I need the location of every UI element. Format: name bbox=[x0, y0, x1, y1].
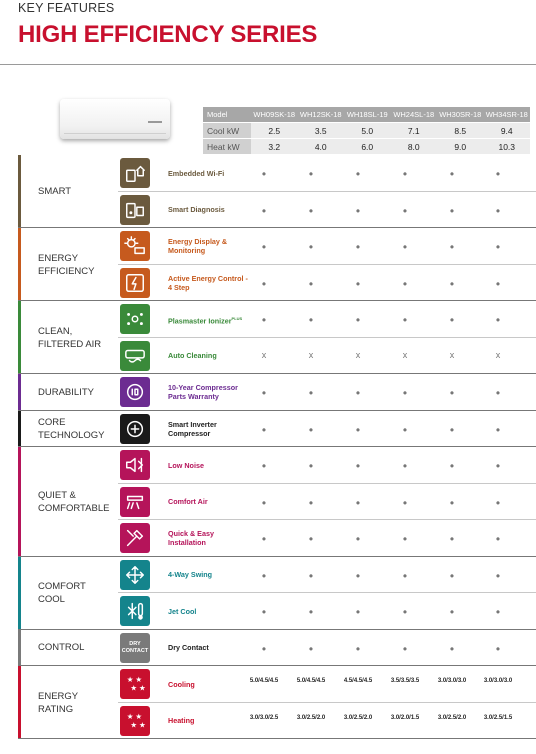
feature-label-text: Plasmaster Ionizer bbox=[168, 315, 232, 325]
svg-text:★ ★: ★ ★ bbox=[126, 675, 142, 685]
category-color-bar bbox=[18, 630, 21, 667]
feature-value: • bbox=[355, 459, 361, 474]
feature-value: 3.0/2.5/2.0 bbox=[296, 714, 326, 721]
category-block bbox=[18, 411, 118, 448]
category-block bbox=[18, 630, 118, 667]
spec-value: 8.0 bbox=[391, 139, 438, 155]
swing-icon bbox=[120, 560, 150, 590]
feature-value: 3.0/3.0/3.0 bbox=[483, 678, 513, 685]
feature-row bbox=[118, 192, 536, 229]
feature-label-text: Low Noise bbox=[168, 460, 204, 470]
category-color-bar bbox=[18, 411, 21, 448]
category-block bbox=[18, 557, 118, 630]
spec-value: 7.1 bbox=[391, 123, 438, 139]
feature-value: • bbox=[402, 386, 408, 401]
wifi-icon bbox=[120, 158, 150, 188]
feature-value: 3.0/2.5/1.5 bbox=[483, 714, 513, 721]
feature-value: • bbox=[308, 167, 314, 182]
feature-value: • bbox=[402, 532, 408, 547]
section-kicker: KEY FEATURES bbox=[18, 1, 115, 15]
feature-value: • bbox=[449, 495, 455, 510]
feature-value: • bbox=[355, 532, 361, 547]
feature-value: 3.0/2.0/1.5 bbox=[390, 714, 420, 721]
feature-value: • bbox=[449, 167, 455, 182]
feature-value: • bbox=[261, 167, 267, 182]
ionizer-icon bbox=[120, 304, 150, 334]
feature-label-text: Energy Display & Monitoring bbox=[168, 237, 228, 256]
model-name: WH09SK-18 bbox=[251, 107, 298, 123]
spec-value: 3.2 bbox=[251, 139, 298, 155]
installation-icon bbox=[120, 523, 150, 553]
feature-value: • bbox=[261, 568, 267, 583]
feature-value: • bbox=[495, 386, 501, 401]
feature-value: • bbox=[402, 167, 408, 182]
category-name: QUIET & COMFORTABLE bbox=[38, 489, 110, 514]
feature-value: • bbox=[495, 532, 501, 547]
category-block bbox=[18, 155, 118, 228]
category-name: CONTROL bbox=[38, 642, 85, 654]
category-block bbox=[18, 228, 118, 301]
feature-value: • bbox=[495, 167, 501, 182]
svg-text:★ ★: ★ ★ bbox=[126, 711, 142, 721]
category-color-bar bbox=[18, 155, 21, 228]
warranty-icon bbox=[120, 377, 150, 407]
feature-value: • bbox=[308, 203, 314, 218]
diagnosis-icon bbox=[120, 195, 150, 225]
feature-row bbox=[118, 228, 536, 265]
comfort-air-icon bbox=[120, 487, 150, 517]
feature-value: • bbox=[402, 605, 408, 620]
feature-row bbox=[118, 557, 536, 594]
feature-value: • bbox=[495, 422, 501, 437]
feature-row bbox=[118, 155, 536, 192]
category-name: CLEAN, FILTERED AIR bbox=[38, 325, 102, 350]
feature-value: • bbox=[355, 203, 361, 218]
spec-value: 4.0 bbox=[298, 139, 345, 155]
feature-value: • bbox=[355, 240, 361, 255]
feature-label bbox=[168, 666, 253, 703]
feature-value: • bbox=[261, 203, 267, 218]
feature-value: • bbox=[355, 422, 361, 437]
active-energy-icon bbox=[120, 268, 150, 298]
feature-value: • bbox=[261, 495, 267, 510]
feature-value: x bbox=[402, 349, 408, 360]
feature-value: • bbox=[308, 459, 314, 474]
category-block bbox=[18, 374, 118, 411]
feature-value: • bbox=[308, 495, 314, 510]
feature-value: • bbox=[261, 605, 267, 620]
feature-row bbox=[118, 374, 536, 411]
category-color-bar bbox=[18, 557, 21, 630]
feature-row bbox=[118, 484, 536, 521]
category-color-bar bbox=[18, 447, 21, 557]
feature-value: • bbox=[308, 532, 314, 547]
category-block bbox=[18, 447, 118, 557]
feature-row bbox=[118, 520, 536, 557]
feature-value: • bbox=[495, 276, 501, 291]
feature-value: 3.0/3.0/3.0 bbox=[437, 678, 467, 685]
feature-value: • bbox=[308, 605, 314, 620]
feature-label-text: Dry Contact bbox=[168, 643, 209, 653]
feature-value: • bbox=[449, 386, 455, 401]
feature-value: • bbox=[402, 203, 408, 218]
spec-value: 9.0 bbox=[437, 139, 484, 155]
spec-value: 9.4 bbox=[484, 123, 531, 139]
feature-value: • bbox=[402, 313, 408, 328]
category-block bbox=[18, 301, 118, 374]
energy-display-icon bbox=[120, 231, 150, 261]
page-title: HIGH EFFICIENCY SERIES bbox=[18, 21, 318, 48]
feature-value: • bbox=[402, 422, 408, 437]
feature-value: • bbox=[449, 313, 455, 328]
category-name: ENERGY RATING bbox=[38, 690, 78, 715]
feature-label-sup: PLUS bbox=[231, 315, 243, 321]
category-divider bbox=[18, 738, 536, 739]
category-name: SMART bbox=[38, 186, 72, 197]
feature-value: • bbox=[449, 641, 455, 656]
feature-value: • bbox=[355, 313, 361, 328]
feature-value: • bbox=[355, 495, 361, 510]
feature-value: • bbox=[495, 313, 501, 328]
feature-label-text: Smart Inverter Compressor bbox=[168, 419, 217, 438]
star-rating-icon bbox=[120, 706, 150, 736]
model-name: WH30SR-18 bbox=[437, 107, 484, 123]
spec-value: 8.5 bbox=[437, 123, 484, 139]
feature-label-text: 4-Way Swing bbox=[168, 570, 213, 580]
feature-value: • bbox=[449, 276, 455, 291]
feature-value: • bbox=[261, 313, 267, 328]
feature-value: • bbox=[308, 568, 314, 583]
feature-value: • bbox=[402, 568, 408, 583]
feature-label-text: Embedded Wi-Fi bbox=[168, 168, 225, 178]
feature-value: • bbox=[402, 240, 408, 255]
feature-value: • bbox=[355, 605, 361, 620]
feature-value: • bbox=[449, 422, 455, 437]
feature-value: • bbox=[308, 422, 314, 437]
feature-value: 5.0/4.5/4.5 bbox=[249, 678, 279, 685]
feature-value: x bbox=[449, 349, 455, 360]
model-name: WH24SL-18 bbox=[391, 107, 438, 123]
model-name: WH18SL-19 bbox=[344, 107, 391, 123]
spec-value: 10.3 bbox=[484, 139, 531, 155]
feature-row bbox=[118, 447, 536, 484]
feature-value: • bbox=[495, 203, 501, 218]
feature-value: • bbox=[261, 641, 267, 656]
feature-value: x bbox=[495, 349, 501, 360]
feature-label-text: Active Energy Control - 4 Step bbox=[168, 273, 248, 292]
feature-label-text: Heating bbox=[168, 716, 195, 726]
feature-row bbox=[118, 593, 536, 630]
feature-value: • bbox=[308, 641, 314, 656]
spec-row-label: Heat kW bbox=[203, 139, 251, 155]
feature-row bbox=[118, 703, 536, 740]
feature-value: • bbox=[449, 532, 455, 547]
feature-value: 3.0/2.5/2.0 bbox=[343, 714, 373, 721]
feature-value: • bbox=[495, 605, 501, 620]
category-block bbox=[18, 666, 118, 739]
feature-value: • bbox=[355, 167, 361, 182]
category-color-bar bbox=[18, 374, 21, 411]
feature-label-text: Jet Cool bbox=[168, 606, 197, 616]
feature-row bbox=[118, 265, 536, 302]
feature-row bbox=[118, 411, 536, 448]
feature-label-text: Comfort Air bbox=[168, 497, 208, 507]
feature-row bbox=[118, 630, 536, 667]
low-noise-icon bbox=[120, 450, 150, 480]
feature-value: • bbox=[402, 459, 408, 474]
feature-label-text: Quick & Easy Installation bbox=[168, 529, 214, 548]
feature-value: • bbox=[402, 276, 408, 291]
spec-table bbox=[203, 107, 530, 155]
feature-value: • bbox=[355, 568, 361, 583]
spec-row-label: Model bbox=[203, 107, 251, 123]
feature-row bbox=[118, 338, 536, 375]
model-name: WH34SR-18 bbox=[484, 107, 531, 123]
svg-text:★ ★: ★ ★ bbox=[130, 720, 146, 730]
inverter-icon bbox=[120, 414, 150, 444]
feature-value: x bbox=[308, 349, 314, 360]
spec-value: 6.0 bbox=[344, 139, 391, 155]
category-color-bar bbox=[18, 301, 21, 374]
feature-value: • bbox=[449, 240, 455, 255]
model-name: WH12SK-18 bbox=[298, 107, 345, 123]
feature-value: • bbox=[355, 641, 361, 656]
category-color-bar bbox=[18, 666, 21, 739]
feature-value: • bbox=[402, 495, 408, 510]
feature-value: • bbox=[261, 386, 267, 401]
star-rating-icon bbox=[120, 669, 150, 699]
feature-value: • bbox=[355, 386, 361, 401]
air-conditioner-image bbox=[60, 99, 170, 139]
category-name: CORE TECHNOLOGY bbox=[38, 416, 105, 441]
feature-value: • bbox=[308, 276, 314, 291]
feature-value: • bbox=[449, 203, 455, 218]
feature-value: • bbox=[308, 240, 314, 255]
feature-label-text: 10-Year Compressor Parts Warranty bbox=[168, 383, 238, 402]
feature-value: • bbox=[449, 568, 455, 583]
feature-value: x bbox=[355, 349, 361, 360]
feature-value: • bbox=[449, 459, 455, 474]
dry-contact-icon: DRY CONTACT bbox=[120, 633, 150, 663]
feature-value: • bbox=[308, 313, 314, 328]
feature-row bbox=[118, 301, 536, 338]
category-color-bar bbox=[18, 228, 21, 301]
spec-value: 2.5 bbox=[251, 123, 298, 139]
feature-value: • bbox=[495, 568, 501, 583]
category-name: DURABILITY bbox=[38, 386, 94, 398]
category-name: COMFORT COOL bbox=[38, 581, 86, 605]
auto-cleaning-icon bbox=[120, 341, 150, 371]
spec-row bbox=[203, 139, 530, 155]
jet-cool-icon bbox=[120, 596, 150, 626]
feature-value: • bbox=[261, 459, 267, 474]
feature-label-text: Smart Diagnosis bbox=[168, 205, 225, 215]
feature-value: • bbox=[449, 605, 455, 620]
spec-value: 5.0 bbox=[344, 123, 391, 139]
feature-value: • bbox=[495, 495, 501, 510]
svg-text:★ ★: ★ ★ bbox=[130, 683, 146, 693]
category-name: ENERGY EFFICIENCY bbox=[38, 252, 95, 277]
feature-value: • bbox=[261, 532, 267, 547]
feature-value: 3.0/2.5/2.0 bbox=[437, 714, 467, 721]
spec-row bbox=[203, 123, 530, 139]
feature-label-text: Cooling bbox=[168, 679, 195, 689]
feature-value: 5.0/4.5/4.5 bbox=[296, 678, 326, 685]
feature-value: • bbox=[495, 459, 501, 474]
feature-value: 3.5/3.5/3.5 bbox=[390, 678, 420, 685]
feature-row bbox=[118, 666, 536, 703]
feature-value: 4.5/4.5/4.5 bbox=[343, 678, 373, 685]
feature-value: • bbox=[495, 641, 501, 656]
feature-value: 3.0/3.0/2.5 bbox=[249, 714, 279, 721]
spec-row bbox=[203, 107, 530, 123]
feature-value: • bbox=[261, 276, 267, 291]
feature-label bbox=[168, 703, 253, 740]
feature-value: • bbox=[402, 641, 408, 656]
feature-value: • bbox=[495, 240, 501, 255]
feature-value: • bbox=[261, 422, 267, 437]
feature-value: • bbox=[355, 276, 361, 291]
spec-row-label: Cool kW bbox=[203, 123, 251, 139]
spec-value: 3.5 bbox=[298, 123, 345, 139]
title-divider bbox=[0, 64, 536, 65]
feature-value: x bbox=[261, 349, 267, 360]
feature-value: • bbox=[308, 386, 314, 401]
feature-value: • bbox=[261, 240, 267, 255]
feature-label-text: Auto Cleaning bbox=[168, 351, 217, 361]
